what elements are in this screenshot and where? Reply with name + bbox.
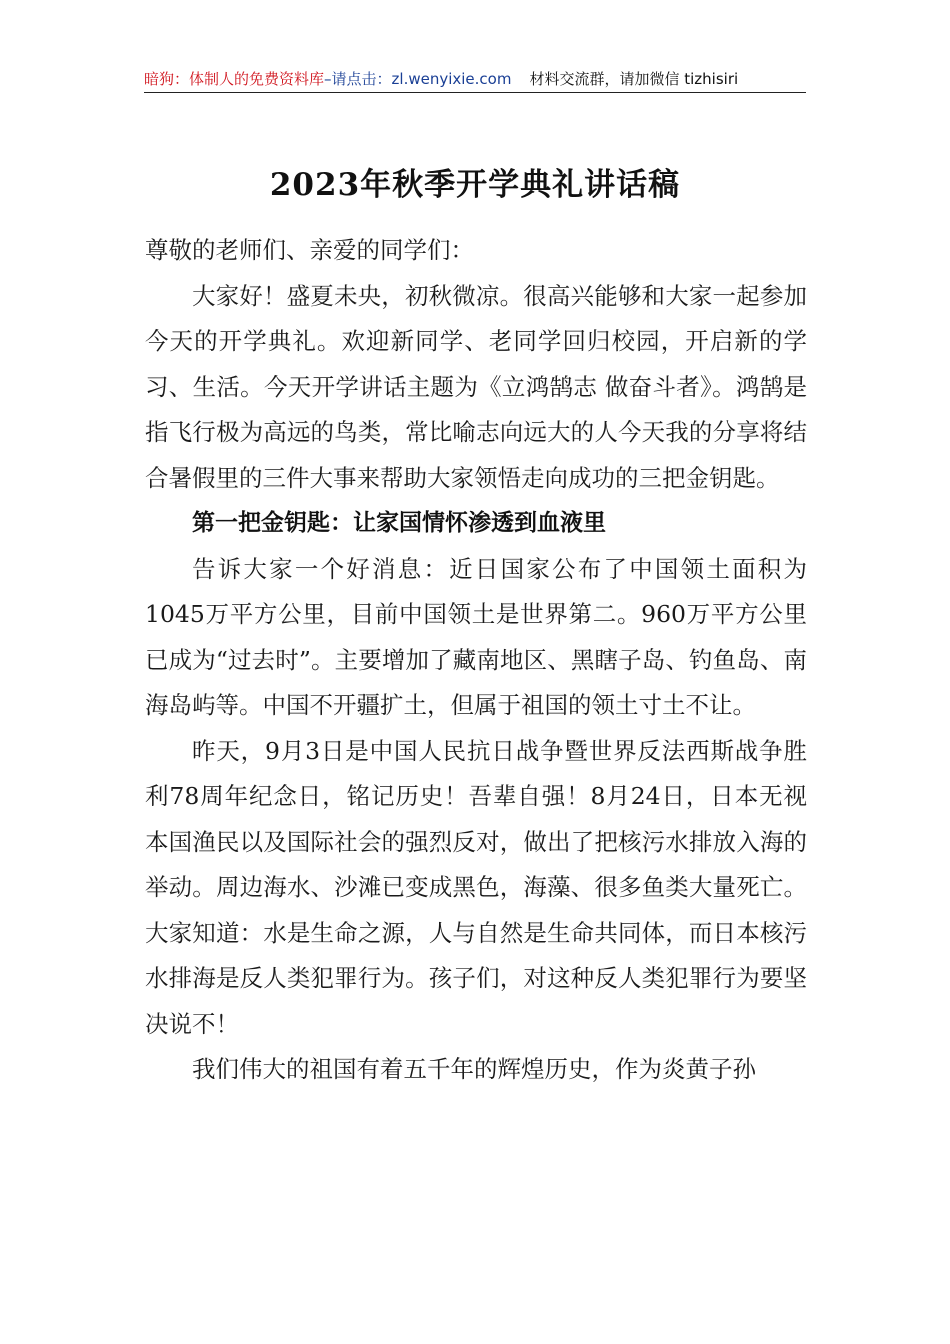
paragraph: 告诉大家一个好消息：近日国家公布了中国领土面积为1045万平方公里，目前中国领土是世界第二。960万平方公里已成为“过去时”。主要增加了藏南地区、黑瞎子岛、钓鱼岛、南海岛屿等。中国不开疆扩土，但属于祖国的领土寸土不让。 — [145, 554, 807, 719]
document-title: 2023年秋季开学典礼讲话稿 — [269, 167, 681, 203]
salutation: 尊敬的老师们、亲爱的同学们： — [145, 236, 474, 264]
document-body — [145, 228, 807, 1093]
page-header — [144, 66, 806, 93]
paragraph: 大家好！盛夏未央，初秋微凉。很高兴能够和大家一起参加今天的开学典礼。欢迎新同学、老同学回归校园，开启新的学习、生活。今天开学讲话主题为《立鸿鹄志 做奋斗者》。鸿鹄是指飞行极为高远的鸟类，常比喻志向远大的人今天我的分享将结合暑假里的三件大事来帮助大家领悟走向成功的三把金钥匙。 — [145, 281, 807, 492]
header-brand: 暗狗：体制人的免费资料库 — [144, 70, 325, 88]
paragraph: 我们伟大的祖国有着五千年的辉煌历史，作为炎黄子孙 — [192, 1055, 756, 1083]
header-contact: 材料交流群，请加微信 tizhisiri — [529, 70, 739, 88]
paragraph: 昨天，9月3日是中国人民抗日战争暨世界反法西斯战争胜利78周年纪念日，铭记历史！吾辈自强！8月24日，日本无视本国渔民以及国际社会的强烈反对，做出了把核污水排放入海的举动。周边海水、沙滩已变成黑色，海藻、很多鱼类大量死亡。大家知道：水是生命之源，人与自然是生命共同体，而日本核污水排海是反人类犯罪行为。孩子们，对这种反人类犯罪行为要坚决说不！ — [145, 736, 807, 1038]
header-link-prefix: –请点击： — [324, 70, 392, 88]
header-link[interactable]: zl.wenyixie.com — [391, 70, 512, 88]
section-heading: 第一把金钥匙：让家国情怀渗透到血液里 — [192, 510, 606, 536]
